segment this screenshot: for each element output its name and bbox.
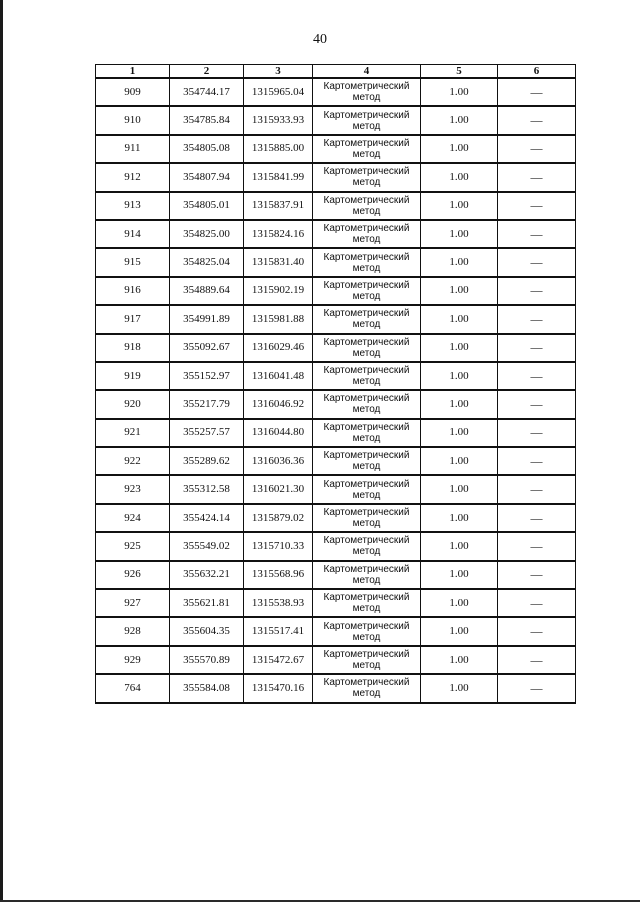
y-coordinate-cell: 1315841.99 xyxy=(244,163,313,191)
table-row xyxy=(96,163,576,191)
accuracy-cell: 1.00 xyxy=(421,163,498,191)
x-coordinate-cell: 354744.17 xyxy=(170,78,244,106)
note-cell: — xyxy=(498,78,576,106)
table-row xyxy=(96,617,576,645)
point-number-cell: 911 xyxy=(96,135,170,163)
table-row xyxy=(96,419,576,447)
table-row xyxy=(96,106,576,134)
x-coordinate-cell: 354825.00 xyxy=(170,220,244,248)
table-row xyxy=(96,475,576,503)
column-header-2: 2 xyxy=(170,65,244,79)
accuracy-cell: 1.00 xyxy=(421,475,498,503)
method-line-2: метод xyxy=(352,205,381,217)
method-line-2: метод xyxy=(352,489,381,501)
method-cell xyxy=(313,163,421,191)
x-coordinate-cell: 355289.62 xyxy=(170,447,244,475)
y-coordinate-cell: 1315517.41 xyxy=(244,617,313,645)
y-coordinate-cell: 1315568.96 xyxy=(244,561,313,589)
y-coordinate-cell: 1315710.33 xyxy=(244,532,313,560)
x-coordinate-cell: 354889.64 xyxy=(170,277,244,305)
note-cell: — xyxy=(498,447,576,475)
page-number: 40 xyxy=(313,32,327,47)
point-number-cell: 915 xyxy=(96,248,170,276)
x-coordinate-cell: 355604.35 xyxy=(170,617,244,645)
method-line-1: Картометрический xyxy=(323,535,410,547)
method-line-1: Картометрический xyxy=(323,421,410,433)
table-row xyxy=(96,220,576,248)
method-line-2: метод xyxy=(352,376,381,388)
method-line-1: Картометрический xyxy=(323,279,410,291)
method-cell xyxy=(313,390,421,418)
point-number-cell: 924 xyxy=(96,504,170,532)
accuracy-cell: 1.00 xyxy=(421,589,498,617)
method-cell xyxy=(313,504,421,532)
method-line-2: метод xyxy=(352,177,381,189)
x-coordinate-cell: 355570.89 xyxy=(170,646,244,674)
accuracy-cell: 1.00 xyxy=(421,334,498,362)
x-coordinate-cell: 355312.58 xyxy=(170,475,244,503)
note-cell: — xyxy=(498,334,576,362)
point-number-cell: 923 xyxy=(96,475,170,503)
coordinates-table xyxy=(95,64,576,704)
note-cell: — xyxy=(498,646,576,674)
method-cell xyxy=(313,475,421,503)
method-cell xyxy=(313,447,421,475)
y-coordinate-cell: 1315965.04 xyxy=(244,78,313,106)
note-cell: — xyxy=(498,220,576,248)
method-line-1: Картометрический xyxy=(323,507,410,519)
method-line-2: метод xyxy=(352,546,381,558)
accuracy-cell: 1.00 xyxy=(421,277,498,305)
table-row xyxy=(96,78,576,106)
method-line-1: Картометрический xyxy=(323,365,410,377)
table-row xyxy=(96,561,576,589)
y-coordinate-cell: 1315538.93 xyxy=(244,589,313,617)
y-coordinate-cell: 1315837.91 xyxy=(244,192,313,220)
y-coordinate-cell: 1316029.46 xyxy=(244,334,313,362)
note-cell: — xyxy=(498,504,576,532)
x-coordinate-cell: 355424.14 xyxy=(170,504,244,532)
x-coordinate-cell: 354805.08 xyxy=(170,135,244,163)
point-number-cell: 929 xyxy=(96,646,170,674)
note-cell: — xyxy=(498,589,576,617)
point-number-cell: 918 xyxy=(96,334,170,362)
y-coordinate-cell: 1316036.36 xyxy=(244,447,313,475)
note-cell: — xyxy=(498,106,576,134)
method-line-2: метод xyxy=(352,319,381,331)
x-coordinate-cell: 354807.94 xyxy=(170,163,244,191)
method-cell xyxy=(313,646,421,674)
method-line-1: Картометрический xyxy=(323,81,410,93)
method-cell xyxy=(313,135,421,163)
point-number-cell: 916 xyxy=(96,277,170,305)
point-number-cell: 926 xyxy=(96,561,170,589)
column-header-4: 4 xyxy=(313,65,421,79)
point-number-cell: 927 xyxy=(96,589,170,617)
point-number-cell: 922 xyxy=(96,447,170,475)
method-line-1: Картометрический xyxy=(323,308,410,320)
note-cell: — xyxy=(498,532,576,560)
point-number-cell: 919 xyxy=(96,362,170,390)
accuracy-cell: 1.00 xyxy=(421,617,498,645)
method-line-2: метод xyxy=(352,290,381,302)
method-line-1: Картометрический xyxy=(323,194,410,206)
note-cell: — xyxy=(498,277,576,305)
table-row xyxy=(96,674,576,702)
accuracy-cell: 1.00 xyxy=(421,78,498,106)
table-row xyxy=(96,334,576,362)
y-coordinate-cell: 1315470.16 xyxy=(244,674,313,702)
method-line-2: метод xyxy=(352,518,381,530)
table-row xyxy=(96,135,576,163)
method-line-2: метод xyxy=(352,461,381,473)
x-coordinate-cell: 355632.21 xyxy=(170,561,244,589)
method-line-1: Картометрический xyxy=(323,251,410,263)
x-coordinate-cell: 355584.08 xyxy=(170,674,244,702)
method-cell xyxy=(313,589,421,617)
accuracy-cell: 1.00 xyxy=(421,248,498,276)
method-line-1: Картометрический xyxy=(323,592,410,604)
note-cell: — xyxy=(498,192,576,220)
note-cell: — xyxy=(498,475,576,503)
table-row xyxy=(96,532,576,560)
point-number-cell: 909 xyxy=(96,78,170,106)
method-line-1: Картометрический xyxy=(323,393,410,405)
y-coordinate-cell: 1315933.93 xyxy=(244,106,313,134)
table-row xyxy=(96,589,576,617)
accuracy-cell: 1.00 xyxy=(421,220,498,248)
table-row xyxy=(96,447,576,475)
accuracy-cell: 1.00 xyxy=(421,447,498,475)
method-line-1: Картометрический xyxy=(323,563,410,575)
x-coordinate-cell: 355092.67 xyxy=(170,334,244,362)
x-coordinate-cell: 355621.81 xyxy=(170,589,244,617)
method-line-1: Картометрический xyxy=(323,109,410,121)
table-row xyxy=(96,646,576,674)
method-line-1: Картометрический xyxy=(323,649,410,660)
accuracy-cell: 1.00 xyxy=(421,646,498,674)
note-cell: — xyxy=(498,617,576,645)
note-cell: — xyxy=(498,390,576,418)
method-cell xyxy=(313,362,421,390)
point-number-cell: 920 xyxy=(96,390,170,418)
y-coordinate-cell: 1315824.16 xyxy=(244,220,313,248)
x-coordinate-cell: 354991.89 xyxy=(170,305,244,333)
point-number-cell: 910 xyxy=(96,106,170,134)
method-cell xyxy=(313,617,421,645)
method-line-1: Картометрический xyxy=(323,137,410,149)
point-number-cell: 913 xyxy=(96,192,170,220)
method-line-2: метод xyxy=(352,574,381,586)
y-coordinate-cell: 1316046.92 xyxy=(244,390,313,418)
x-coordinate-cell: 354785.84 xyxy=(170,106,244,134)
y-coordinate-cell: 1315879.02 xyxy=(244,504,313,532)
method-line-1: Картометрический xyxy=(323,450,410,462)
method-line-2: метод xyxy=(352,92,381,104)
method-cell xyxy=(313,561,421,589)
method-cell xyxy=(313,248,421,276)
method-line-1: Картометрический xyxy=(323,677,410,689)
table-row xyxy=(96,362,576,390)
x-coordinate-cell: 354825.04 xyxy=(170,248,244,276)
accuracy-cell: 1.00 xyxy=(421,674,498,702)
method-cell xyxy=(313,78,421,106)
method-line-2: метод xyxy=(352,432,381,444)
method-cell xyxy=(313,192,421,220)
method-line-1: Картометрический xyxy=(323,223,410,235)
point-number-cell: 914 xyxy=(96,220,170,248)
accuracy-cell: 1.00 xyxy=(421,192,498,220)
note-cell: — xyxy=(498,362,576,390)
y-coordinate-cell: 1315885.00 xyxy=(244,135,313,163)
method-line-2: метод xyxy=(352,262,381,274)
point-number-cell: 764 xyxy=(96,674,170,702)
note-cell: — xyxy=(498,248,576,276)
accuracy-cell: 1.00 xyxy=(421,305,498,333)
y-coordinate-cell: 1316044.80 xyxy=(244,419,313,447)
table-body xyxy=(96,78,576,703)
method-line-1: Картометрический xyxy=(323,620,410,632)
method-line-2: метод xyxy=(352,120,381,132)
y-coordinate-cell: 1315472.67 xyxy=(244,646,313,674)
note-cell: — xyxy=(498,163,576,191)
x-coordinate-cell: 355549.02 xyxy=(170,532,244,560)
method-line-2: метод xyxy=(352,603,381,615)
accuracy-cell: 1.00 xyxy=(421,135,498,163)
method-line-2: метод xyxy=(352,631,381,643)
method-cell xyxy=(313,419,421,447)
method-line-2: метод xyxy=(352,148,381,160)
method-line-2: метод xyxy=(352,404,381,416)
accuracy-cell: 1.00 xyxy=(421,106,498,134)
method-cell xyxy=(313,106,421,134)
method-cell xyxy=(313,674,421,702)
method-line-2: метод xyxy=(352,234,381,246)
method-line-1: Картометрический xyxy=(323,336,410,348)
accuracy-cell: 1.00 xyxy=(421,362,498,390)
y-coordinate-cell: 1316041.48 xyxy=(244,362,313,390)
note-cell: — xyxy=(498,419,576,447)
accuracy-cell: 1.00 xyxy=(421,561,498,589)
note-cell: — xyxy=(498,674,576,702)
method-line-1: Картометрический xyxy=(323,478,410,490)
method-line-2: метод xyxy=(352,660,381,671)
accuracy-cell: 1.00 xyxy=(421,532,498,560)
note-cell: — xyxy=(498,305,576,333)
method-line-1: Картометрический xyxy=(323,166,410,178)
table-header xyxy=(96,65,576,79)
point-number-cell: 928 xyxy=(96,617,170,645)
note-cell: — xyxy=(498,561,576,589)
column-header-3: 3 xyxy=(244,65,313,79)
method-line-2: метод xyxy=(352,688,381,700)
note-cell: — xyxy=(498,135,576,163)
table-row xyxy=(96,390,576,418)
accuracy-cell: 1.00 xyxy=(421,504,498,532)
y-coordinate-cell: 1316021.30 xyxy=(244,475,313,503)
table-row xyxy=(96,248,576,276)
method-cell xyxy=(313,305,421,333)
x-coordinate-cell: 355152.97 xyxy=(170,362,244,390)
x-coordinate-cell: 355257.57 xyxy=(170,419,244,447)
point-number-cell: 917 xyxy=(96,305,170,333)
accuracy-cell: 1.00 xyxy=(421,419,498,447)
method-cell xyxy=(313,532,421,560)
y-coordinate-cell: 1315981.88 xyxy=(244,305,313,333)
scan-edge-left xyxy=(0,0,3,902)
header-row xyxy=(96,65,576,79)
column-header-5: 5 xyxy=(421,65,498,79)
point-number-cell: 921 xyxy=(96,419,170,447)
column-header-6: 6 xyxy=(498,65,576,79)
method-line-2: метод xyxy=(352,347,381,359)
method-cell xyxy=(313,334,421,362)
x-coordinate-cell: 354805.01 xyxy=(170,192,244,220)
table-row xyxy=(96,504,576,532)
table-row xyxy=(96,277,576,305)
x-coordinate-cell: 355217.79 xyxy=(170,390,244,418)
y-coordinate-cell: 1315902.19 xyxy=(244,277,313,305)
table-row xyxy=(96,305,576,333)
point-number-cell: 912 xyxy=(96,163,170,191)
accuracy-cell: 1.00 xyxy=(421,390,498,418)
y-coordinate-cell: 1315831.40 xyxy=(244,248,313,276)
point-number-cell: 925 xyxy=(96,532,170,560)
column-header-1: 1 xyxy=(96,65,170,79)
method-cell xyxy=(313,220,421,248)
table-row xyxy=(96,192,576,220)
method-cell xyxy=(313,277,421,305)
